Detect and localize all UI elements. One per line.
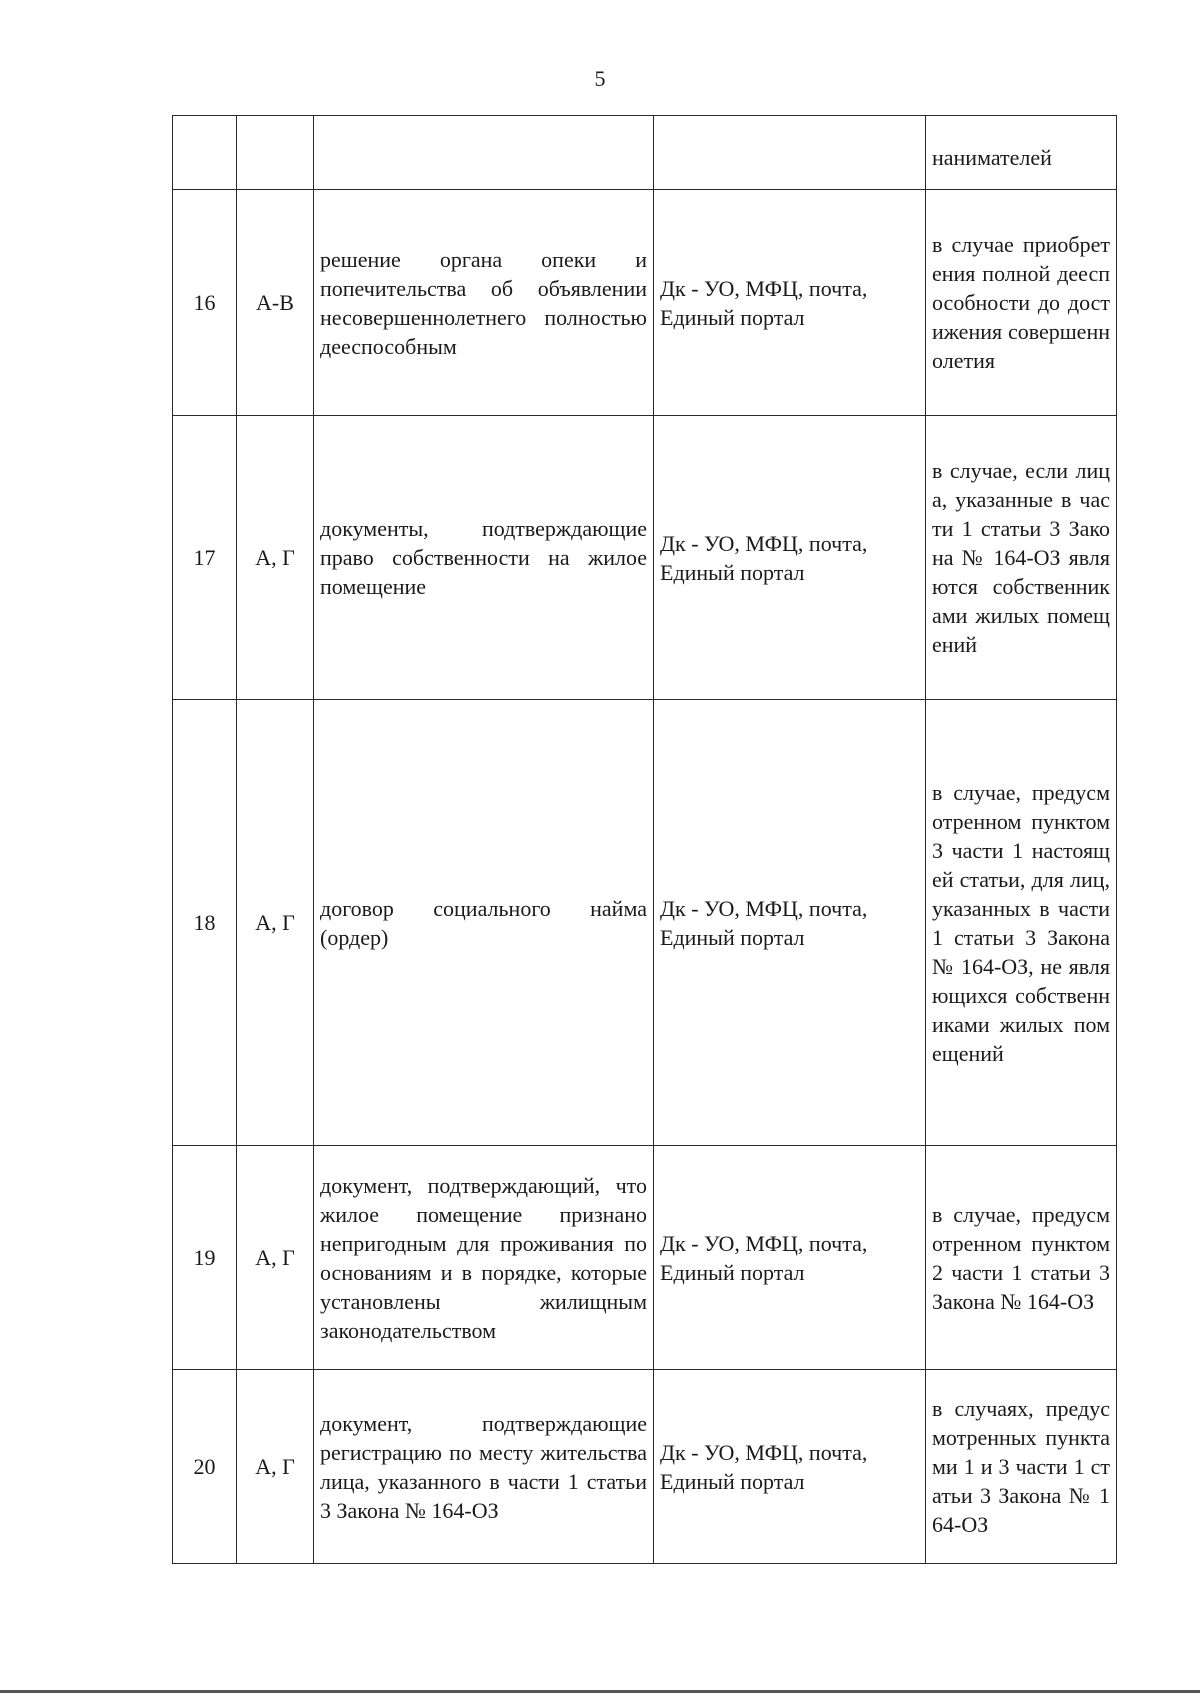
category-cell: А, Г bbox=[237, 1146, 314, 1370]
note-cell: в случае, предусмотренном пунктом 3 части 1 настоящей статьи, для лиц, указанных в части 1 статьи 3 Закона № 164-ОЗ, не являющихся собственниками жилых помещений bbox=[926, 700, 1117, 1146]
category-cell: А, Г bbox=[237, 416, 314, 700]
source-cell: Дк - УО, МФЦ, почта, Единый портал bbox=[654, 190, 926, 416]
source-cell: Дк - УО, МФЦ, почта, Единый портал bbox=[654, 1146, 926, 1370]
note-cell: нанимателей bbox=[926, 116, 1117, 190]
document-cell: договор социального найма (ордер) bbox=[314, 700, 654, 1146]
table-row bbox=[173, 116, 1117, 190]
document-cell: документы, подтверждающие право собственности на жилое помещение bbox=[314, 416, 654, 700]
documents-table bbox=[172, 115, 1117, 1564]
source-cell: Дк - УО, МФЦ, почта, Единый портал bbox=[654, 416, 926, 700]
table-row bbox=[173, 1146, 1117, 1370]
note-cell: в случаях, предусмотренных пунктами 1 и 3 части 1 статьи 3 Закона № 164-ОЗ bbox=[926, 1370, 1117, 1564]
table-row bbox=[173, 1370, 1117, 1564]
document-cell: решение органа опеки и попечительства об объявлении несовершеннолетнего полностью дееспособным bbox=[314, 190, 654, 416]
scan-bottom-edge bbox=[0, 1690, 1200, 1693]
source-cell: Дк - УО, МФЦ, почта, Единый портал bbox=[654, 1370, 926, 1564]
document-cell bbox=[314, 116, 654, 190]
row-number-cell: 16 bbox=[173, 190, 237, 416]
category-cell: А, Г bbox=[237, 1370, 314, 1564]
note-cell: в случае, предусмотренном пунктом 2 части 1 статьи 3 Закона № 164-ОЗ bbox=[926, 1146, 1117, 1370]
table-row bbox=[173, 700, 1117, 1146]
source-cell: Дк - УО, МФЦ, почта, Единый портал bbox=[654, 700, 926, 1146]
row-number-cell bbox=[173, 116, 237, 190]
note-cell: в случае приобретения полной дееспособности до достижения совершеннолетия bbox=[926, 190, 1117, 416]
row-number-cell: 17 bbox=[173, 416, 237, 700]
source-cell bbox=[654, 116, 926, 190]
table-row bbox=[173, 190, 1117, 416]
row-number-cell: 19 bbox=[173, 1146, 237, 1370]
document-cell: документ, подтверждающие регистрацию по месту жительства лица, указанного в части 1 статьи 3 Закона № 164-ОЗ bbox=[314, 1370, 654, 1564]
category-cell: А, Г bbox=[237, 700, 314, 1146]
category-cell bbox=[237, 116, 314, 190]
note-cell: в случае, если лица, указанные в части 1 статьи 3 Закона № 164-ОЗ являются собственниками жилых помещений bbox=[926, 416, 1117, 700]
row-number-cell: 18 bbox=[173, 700, 237, 1146]
page-number: 5 bbox=[594, 66, 606, 91]
table-row bbox=[173, 416, 1117, 700]
category-cell: А-В bbox=[237, 190, 314, 416]
row-number-cell: 20 bbox=[173, 1370, 237, 1564]
document-cell: документ, подтверждающий, что жилое помещение признано непригодным для проживания по основаниям и в порядке, которые установлены жилищным законодательством bbox=[314, 1146, 654, 1370]
